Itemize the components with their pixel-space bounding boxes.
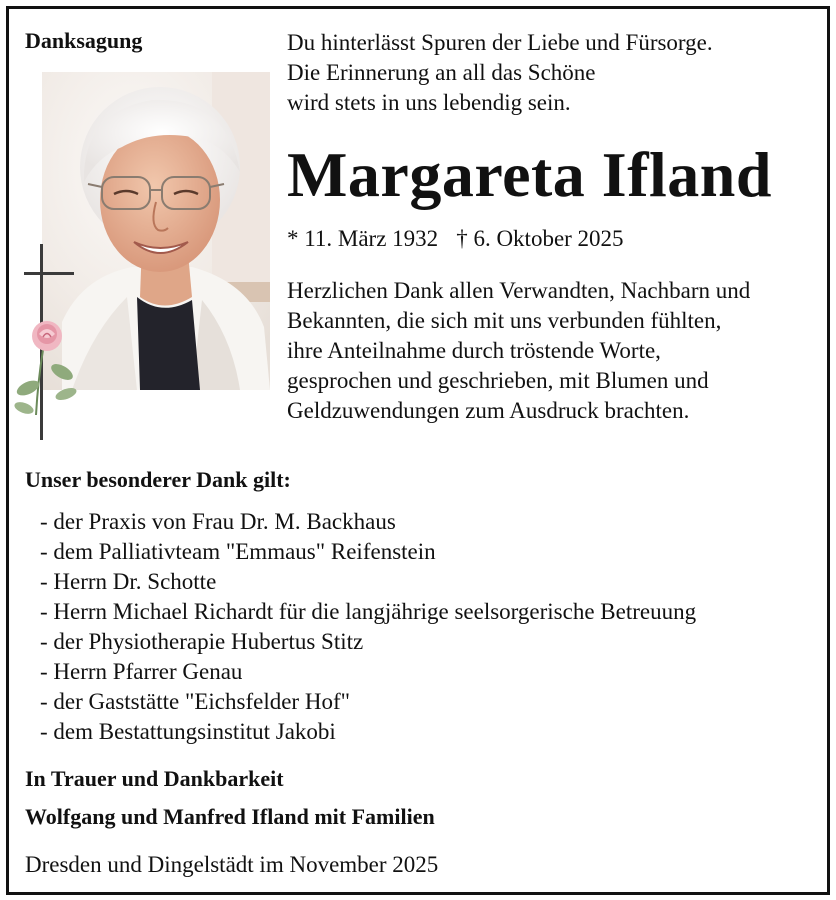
rose-icon xyxy=(13,321,78,416)
deceased-name: Margareta Ifland xyxy=(287,139,772,210)
list-item: - Herrn Pfarrer Genau xyxy=(40,659,243,684)
death-date: † 6. Oktober 2025 xyxy=(456,226,624,251)
thanks-line: Geldzuwendungen zum Ausdruck brachten. xyxy=(287,398,690,423)
list-item: - dem Bestattungsinstitut Jakobi xyxy=(40,719,336,744)
thanks-text xyxy=(287,276,750,426)
list-item: - der Physiotherapie Hubertus Stitz xyxy=(40,629,364,654)
cross-rose-decoration xyxy=(10,240,90,450)
special-thanks-list xyxy=(40,507,696,747)
list-item: - dem Palliativteam "Emmaus" Reifenstein xyxy=(40,539,436,564)
verse-line: Du hinterlässt Spuren der Liebe und Fürsorge. xyxy=(287,30,713,55)
list-item: - Herrn Michael Richardt für die langjährige seelsorgerische Betreuung xyxy=(40,599,697,624)
list-item: - der Praxis von Frau Dr. M. Backhaus xyxy=(40,509,396,534)
birth-date: * 11. März 1932 xyxy=(287,226,439,251)
list-item: - der Gaststätte "Eichsfelder Hof" xyxy=(40,689,350,714)
thanks-line: Herzlichen Dank allen Verwandten, Nachbarn und xyxy=(287,278,751,303)
thanks-line: ihre Anteilnahme durch tröstende Worte, xyxy=(287,338,661,363)
page-title: Danksagung xyxy=(25,28,143,53)
thanks-line: Bekannten, die sich mit uns verbunden fühlten, xyxy=(287,308,722,333)
special-thanks-heading: Unser besonderer Dank gilt: xyxy=(25,467,291,492)
place-date: Dresden und Dingelstädt im November 2025 xyxy=(25,852,439,877)
life-dates xyxy=(287,226,624,252)
verse xyxy=(287,28,713,118)
closing-line-1: In Trauer und Dankbarkeit xyxy=(25,766,284,791)
list-item: - Herrn Dr. Schotte xyxy=(40,569,217,594)
verse-line: Die Erinnerung an all das Schöne xyxy=(287,60,596,85)
thanks-line: gesprochen und geschrieben, mit Blumen und xyxy=(287,368,709,393)
closing-line-2: Wolfgang und Manfred Ifland mit Familien xyxy=(25,804,435,829)
verse-line: wird stets in uns lebendig sein. xyxy=(287,90,571,115)
